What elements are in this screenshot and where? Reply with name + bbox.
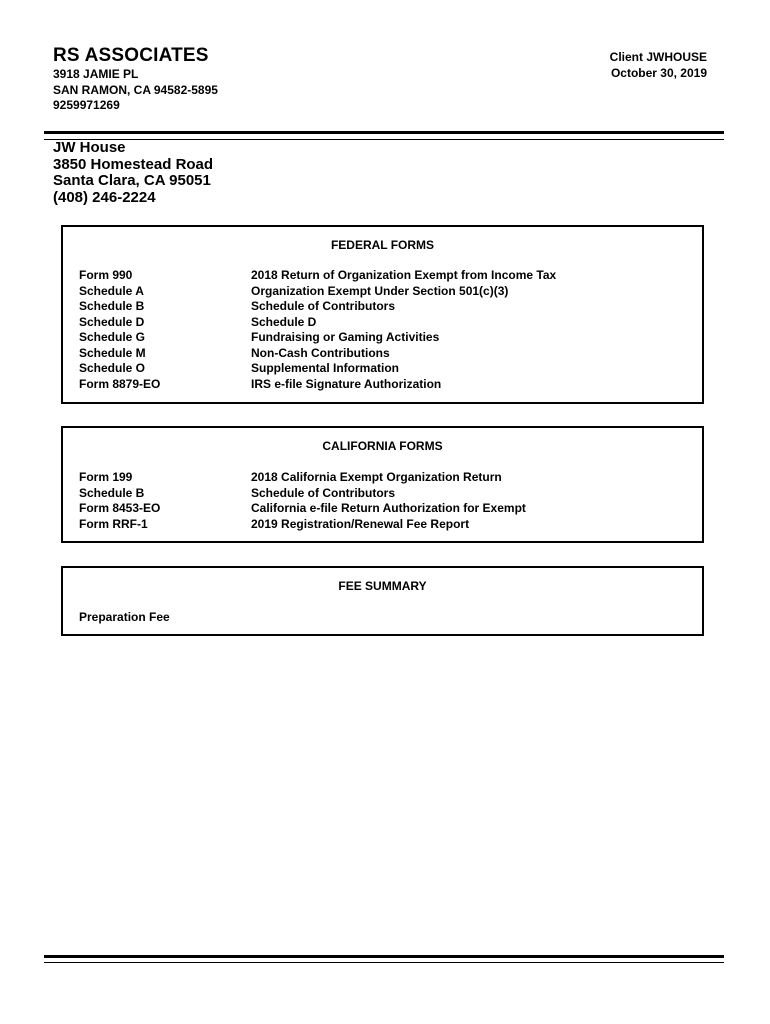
form-description: 2019 Registration/Renewal Fee Report <box>251 516 470 531</box>
firm-phone: 9259971269 <box>53 98 120 112</box>
form-row <box>79 299 679 315</box>
form-code: Schedule G <box>79 330 146 344</box>
firm-name: RS ASSOCIATES <box>53 45 209 66</box>
firm-header <box>53 44 433 114</box>
form-description: Schedule of Contributors <box>251 485 395 500</box>
form-description: Supplemental Information <box>251 361 400 375</box>
footer-rule-thick <box>44 955 724 958</box>
form-code: Form 8453-EO <box>79 501 161 515</box>
form-code: Schedule B <box>79 299 145 313</box>
form-code: Form RRF-1 <box>79 516 148 531</box>
client-meta <box>610 50 707 81</box>
form-description: IRS e-file Signature Authorization <box>251 376 442 391</box>
california-forms-list <box>79 470 679 532</box>
form-code: Schedule M <box>79 345 146 360</box>
form-row <box>79 346 679 362</box>
form-row <box>79 315 679 331</box>
form-code: Form 8879-EO <box>79 376 161 391</box>
form-description: Organization Exempt Under Section 501(c)(3) <box>251 283 509 298</box>
form-row <box>79 361 679 377</box>
form-description: California e-file Return Authorization for Exempt <box>251 501 526 515</box>
form-row <box>79 377 679 393</box>
federal-forms-title: FEDERAL FORMS <box>330 238 435 252</box>
firm-address-line1: 3918 JAMIE PL <box>53 67 139 81</box>
form-row <box>79 517 679 533</box>
fee-summary-title: FEE SUMMARY <box>338 579 427 593</box>
form-code: Schedule O <box>79 361 146 375</box>
form-code: Schedule B <box>79 485 145 500</box>
form-row <box>79 501 679 517</box>
form-row <box>79 284 679 300</box>
form-code: Schedule A <box>79 283 144 298</box>
footer-rule-thin <box>44 962 724 963</box>
form-code: Form 990 <box>79 268 133 282</box>
fee-summary-box <box>61 566 704 636</box>
form-description: Non-Cash Contributions <box>251 345 390 360</box>
preparation-fee-label: Preparation Fee <box>79 610 170 624</box>
california-forms-title: CALIFORNIA FORMS <box>322 439 443 453</box>
form-description: Fundraising or Gaming Activities <box>251 330 440 344</box>
header-rule-thick <box>44 131 724 134</box>
document-date: October 30, 2019 <box>610 65 707 80</box>
form-description: 2018 Return of Organization Exempt from Income Tax <box>251 268 557 282</box>
form-description: 2018 California Exempt Organization Return <box>251 470 502 484</box>
client-id: Client JWHOUSE <box>609 50 707 64</box>
california-forms-box <box>61 426 704 543</box>
form-code: Form 199 <box>79 470 133 484</box>
client-address-line2: Santa Clara, CA 95051 <box>53 172 211 189</box>
form-row <box>79 470 679 486</box>
form-row <box>79 330 679 346</box>
federal-forms-box <box>61 225 704 404</box>
form-description: Schedule D <box>251 314 317 329</box>
client-address-line1: 3850 Homestead Road <box>53 155 214 173</box>
firm-address-line2: SAN RAMON, CA 94582-5895 <box>53 82 218 97</box>
form-row <box>79 486 679 502</box>
client-block <box>53 140 453 206</box>
client-phone: (408) 246-2224 <box>53 188 156 206</box>
client-name: JW House <box>53 139 126 156</box>
form-description: Schedule of Contributors <box>251 299 395 313</box>
federal-forms-list <box>79 268 679 392</box>
form-code: Schedule D <box>79 314 145 329</box>
form-row <box>79 268 679 284</box>
